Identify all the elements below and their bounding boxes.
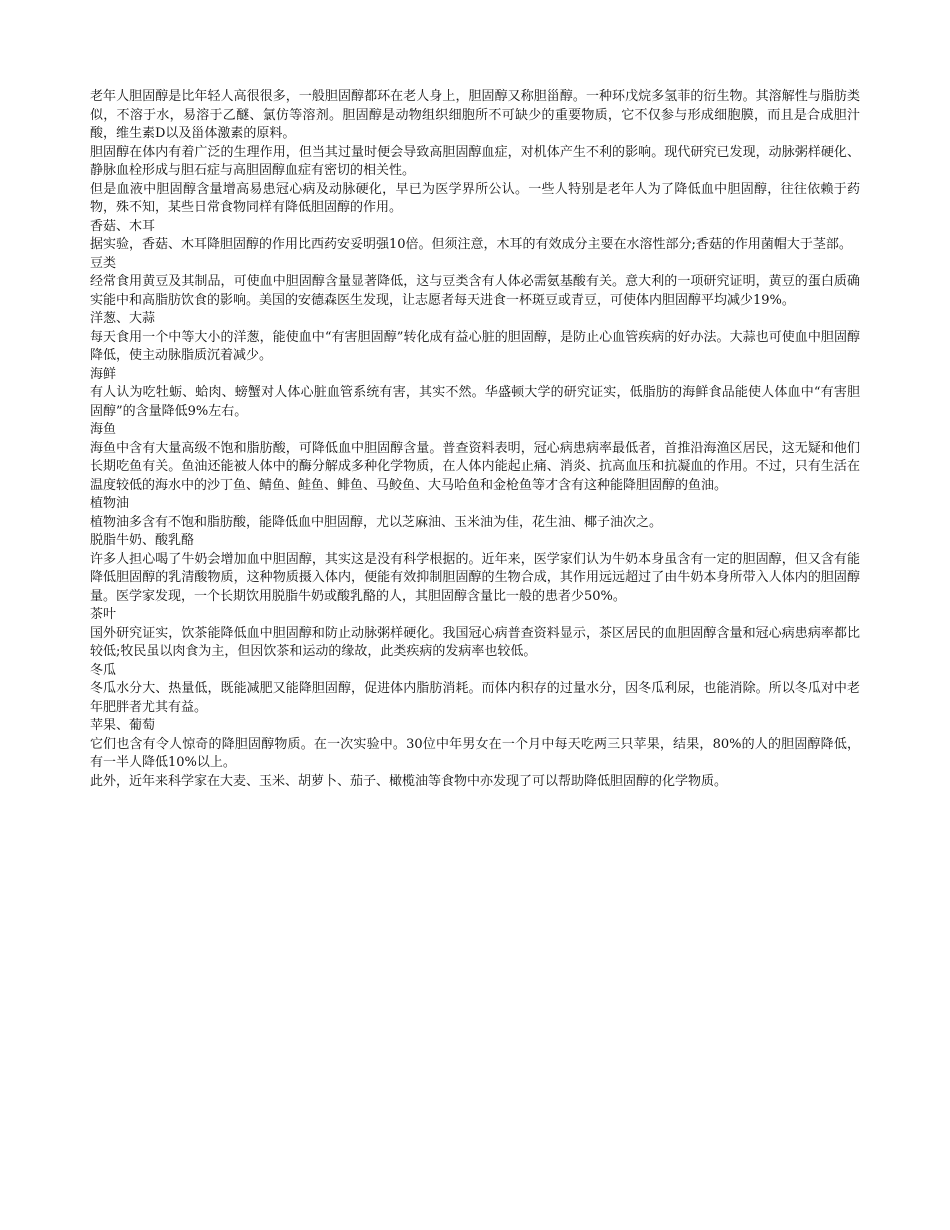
section-heading-mushroom: 香菇、木耳 (90, 218, 156, 234)
section-heading-tea: 茶叶 (90, 607, 117, 622)
paragraph-beans: 经常食用黄豆及其制品，可使血中胆固醇含量显著降低，这与豆类含有人体必需氨基酸有关。意大利的一项研究证明，黄豆的蛋白质确实能中和高脂肪饮食的影响。美国的安德森医生发现，让志愿者每天进食一杯斑豆或青豆，可使体内胆固醇平均减少19%。 (90, 274, 860, 308)
paragraph-seafood: 有人认为吃牡蛎、蛤肉、螃蟹对人体心脏血管系统有害，其实不然。华盛顿大学的研究证实，低脂肪的海鲜食品能使人体血中“有害胆固醇”的含量降低9%左右。 (90, 385, 860, 419)
paragraph-sea-fish: 海鱼中含有大量高级不饱和脂肪酸，可降低血中胆固醇含量。普查资料表明，冠心病患病率最低者，首推沿海渔区居民，这无疑和他们长期吃鱼有关。鱼油还能被人体中的酶分解成多种化学物质，在人体内能起止痛、消炎、抗高血压和抗凝血的作用。不过，只有生活在温度较低的海水中的沙丁鱼、鲭鱼、鲑鱼、鲱鱼、马鲛鱼、大马哈鱼和金枪鱼等才含有这种能降胆固醇的鱼油。 (90, 440, 860, 493)
paragraph-tea: 国外研究证实，饮茶能降低血中胆固醇和防止动脉粥样硬化。我国冠心病普查资料显示，茶区居民的血胆固醇含量和冠心病患病率都比较低;牧民虽以肉食为主，但因饮茶和运动的缘故，此类疾病的发病率也较低。 (90, 625, 860, 659)
paragraph-wax-gourd: 冬瓜水分大、热量低，既能减肥又能降胆固醇，促进体内脂肪消耗。而体内积存的过量水分，因冬瓜利尿，也能消除。所以冬瓜对中老年肥胖者尤其有益。 (90, 681, 860, 715)
section-heading-onion-garlic: 洋葱、大蒜 (90, 311, 156, 326)
section-heading-vegetable-oil: 植物油 (90, 496, 130, 511)
paragraph-conclusion: 此外，近年来科学家在大麦、玉米、胡萝卜、茄子、橄榄油等食物中亦发现了可以帮助降低胆固醇的化学物质。 (90, 773, 728, 789)
section-heading-milk-yogurt: 脱脂牛奶、酸乳酪 (90, 533, 195, 548)
paragraph-foods-intro: 但是血液中胆固醇含量增高易患冠心病及动脉硬化，早已为医学界所公认。一些人特别是老年人为了降低血中胆固醇，往往依赖于药物，殊不知，某些日常食物同样有降低胆固醇的作用。 (90, 181, 860, 215)
paragraph-physiology: 胆固醇在体内有着广泛的生理作用，但当其过量时便会导致高胆固醇血症，对机体产生不利的影响。现代研究已发现，动脉粥样硬化、静脉血栓形成与胆石症与高胆固醇血症有密切的相关性。 (90, 144, 860, 178)
paragraph-mushroom: 据实验，香菇、木耳降胆固醇的作用比西药安妥明强10倍。但须注意，木耳的有效成分主要在水溶性部分;香菇的作用菌帽大于茎部。 (90, 237, 852, 252)
paragraph-intro: 老年人胆固醇是比年轻人高很很多，一般胆固醇都环在老人身上，胆固醇又称胆甾醇。一种环戊烷多氢菲的衍生物。其溶解性与脂肪类似，不溶于水，易溶于乙醚、氯仿等溶剂。胆固醇是动物组织细胞所不可缺少的重要物质，它不仅参与形成细胞膜，而且是合成胆汁酸，维生素D以及甾体激素的原料。 (90, 89, 860, 141)
document-body (90, 88, 860, 791)
section-heading-beans: 豆类 (90, 255, 117, 271)
section-heading-wax-gourd: 冬瓜 (90, 662, 117, 678)
paragraph-apple-grape: 它们也含有令人惊奇的降胆固醇物质。在一次实验中。30位中年男女在一个月中每天吃两三只苹果，结果，80%的人的胆固醇降低，有一半人降低10%以上。 (90, 736, 860, 770)
paragraph-milk-yogurt: 许多人担心喝了牛奶会增加血中胆固醇，其实这是没有科学根据的。近年来，医学家们认为牛奶本身虽含有一定的胆固醇，但又含有能降低胆固醇的乳清酸物质，这种物质摄入体内，便能有效抑制胆固醇的生物合成，其作用远远超过了由牛奶本身所带入人体内的胆固醇量。医学家发现，一个长期饮用脱脂牛奶或酸乳酪的人，其胆固醇含量比一般的患者少50%。 (90, 551, 860, 604)
section-heading-apple-grape: 苹果、葡萄 (90, 718, 156, 733)
section-heading-seafood: 海鲜 (90, 366, 117, 382)
paragraph-vegetable-oil: 植物油多含有不饱和脂肪酸，能降低血中胆固醇，尤以芝麻油、玉米油为佳，花生油、椰子油次之。 (90, 514, 663, 530)
paragraph-onion-garlic: 每天食用一个中等大小的洋葱，能使血中“有害胆固醇”转化成有益心脏的胆固醇，是防止心血管疾病的好办法。大蒜也可使血中胆固醇降低，使主动脉脂质沉着减少。 (90, 329, 860, 363)
section-heading-sea-fish: 海鱼 (90, 422, 117, 437)
